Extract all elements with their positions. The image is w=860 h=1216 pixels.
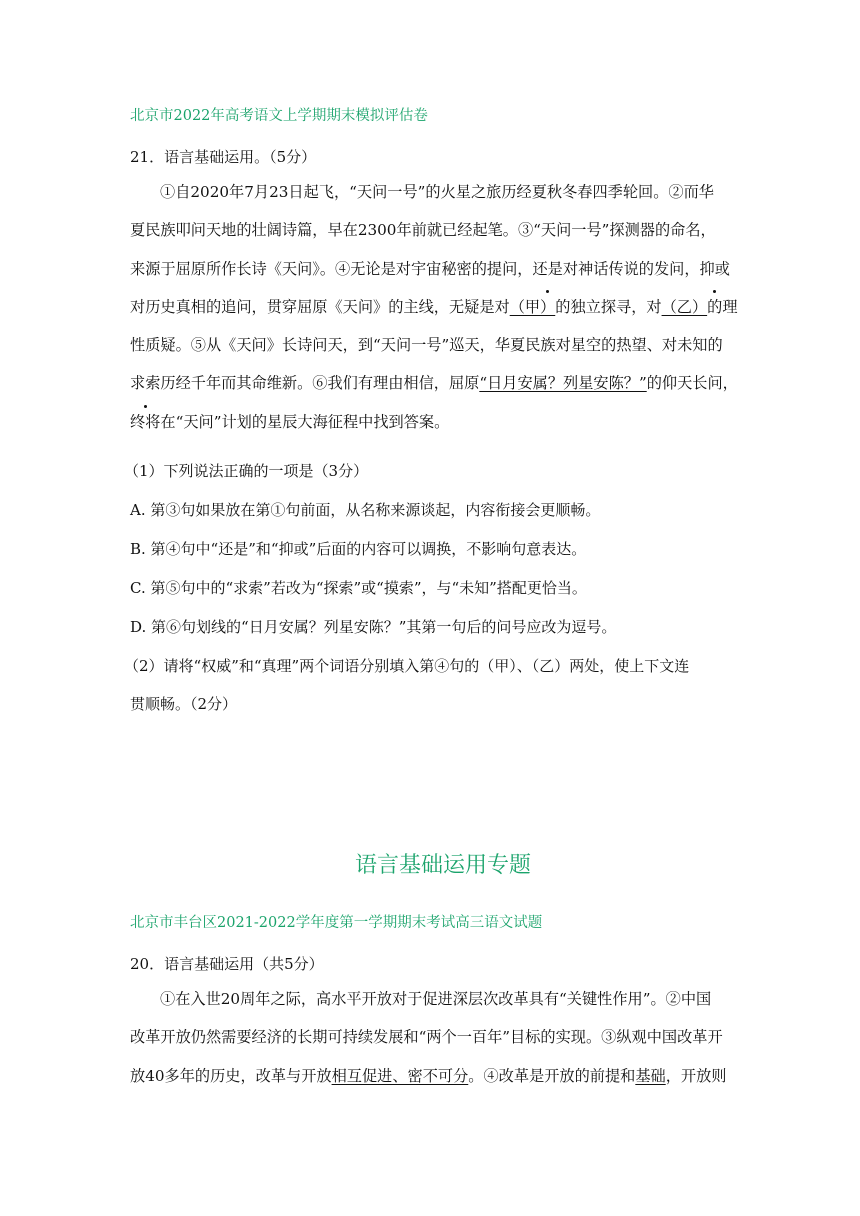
passage-line — [130, 1057, 730, 1095]
sub-question-2-cont: 贯顺畅。（2分） — [130, 695, 238, 713]
passage-line — [130, 250, 730, 288]
dotted-word: 求索 — [130, 364, 160, 402]
passage-line: ①在入世20周年之际，高水平开放对于促进深层次改革具有“关键性作用”。②中国 — [160, 990, 712, 1008]
passage — [130, 980, 730, 1095]
text-run: 的独立探寻，对 — [555, 297, 662, 316]
dotted-word: 抑或 — [700, 250, 730, 288]
text-run: 。④改革是开放的前提和 — [468, 1066, 636, 1085]
underlined-word: 基础 — [635, 1066, 666, 1085]
passage-line: 终将在“天问”计划的星辰大海征程中找到答案。 — [130, 412, 450, 431]
passage-line: 改革开放仍然需要经济的长期可持续发展和“两个一百年”目标的实现。③纵观中国改革开 — [130, 1028, 723, 1047]
passage-line: 夏民族叩问天地的壮阔诗篇，早在2300年前就已经起笔。③“天问一号”探测器的命名， — [130, 221, 716, 240]
passage-line — [130, 364, 738, 402]
source-title: 北京市2022年高考语文上学期期末模拟评估卷 — [130, 108, 428, 124]
question-heading: 20．语言基础运用（共5分） — [130, 955, 324, 973]
dotted-word: 还是 — [532, 250, 562, 288]
section-title: 语言基础运用专题 — [354, 853, 531, 878]
underlined-quote: “日月安属？列星安陈？” — [479, 374, 647, 393]
sub-question-2: （2）请将“权威”和“真理”两个词语分别填入第④句的（甲）、（乙）两处，使上下文连 — [124, 657, 690, 675]
blank-jia: （甲） — [509, 297, 556, 316]
text-run: 对历史真相的追问，贯穿屈原《天问》的主线，无疑是对 — [130, 297, 510, 316]
text-run: 来源于屈原所作长诗《天问》。④无论是对宇宙秘密的提问， — [130, 259, 533, 278]
blank-yi: （乙） — [661, 297, 708, 316]
text-run: 放40多年的历史，改革与开放 — [130, 1066, 332, 1085]
option-a: A. 第③句如果放在第①句前面，从名称来源谈起，内容衔接会更顺畅。 — [130, 501, 601, 519]
question-heading: 21．语言基础运用。（5分） — [130, 148, 317, 166]
text-run: 对神话传说的发问， — [562, 259, 700, 278]
passage-line: 性质疑。⑤从《天问》长诗问天，到“天问一号”巡天，华夏民族对星空的热望、对未知的 — [130, 336, 723, 355]
text-run: 的仰天长问， — [646, 374, 738, 393]
underlined-phrase: 相互促进、密不可分 — [331, 1066, 469, 1085]
passage-line: ①自2020年7月23日起飞，“天问一号”的火星之旅历经夏秋冬春四季轮回。②而华 — [160, 183, 714, 201]
text-run: 的理 — [707, 297, 738, 316]
passage — [130, 173, 738, 441]
option-c: C. 第⑤句中的“求索”若改为“探索”或“摸索”，与“未知”搭配更恰当。 — [130, 579, 587, 597]
text-run: ，开放则 — [665, 1066, 727, 1085]
source-title: 北京市丰台区2021-2022学年度第一学期期末考试高三语文试题 — [130, 915, 543, 931]
passage-line — [130, 288, 738, 326]
option-d: D. 第⑥句划线的“日月安属？列星安陈？”其第一句后的问号应改为逗号。 — [130, 618, 617, 636]
sub-question-1: （1）下列说法正确的一项是（3分） — [124, 462, 369, 480]
option-b: B. 第④句中“还是”和“抑或”后面的内容可以调换，不影响句意表达。 — [130, 540, 587, 558]
text-run: 历经千年而其命维新。⑥我们有理由相信，屈原 — [160, 374, 480, 393]
